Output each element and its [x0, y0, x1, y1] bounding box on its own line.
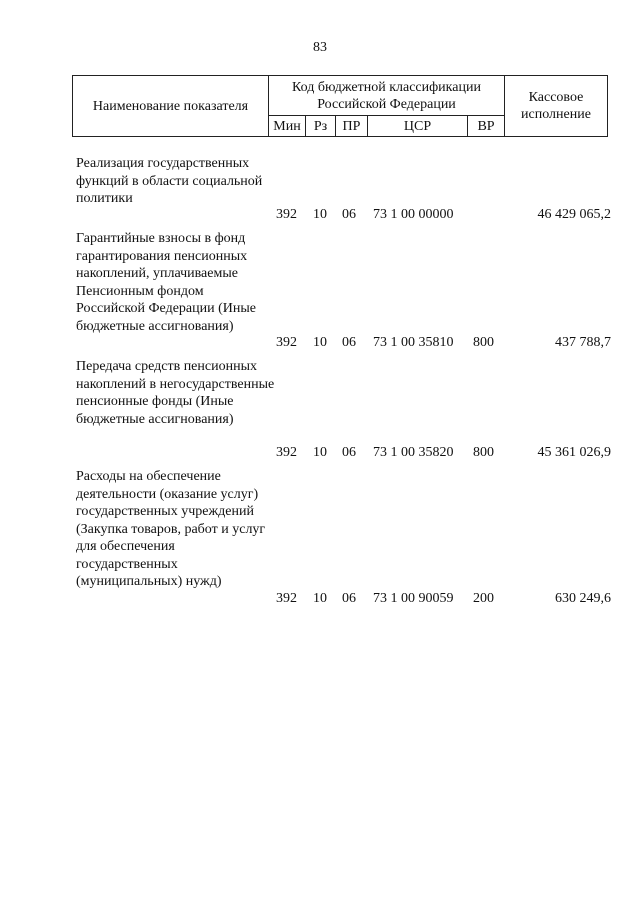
- row-vr: 200: [473, 591, 494, 606]
- row-rz: 10: [313, 335, 327, 350]
- row-name: Реализация государственных функций в области социальной политики: [76, 156, 263, 206]
- row-amount: 46 429 065,2: [537, 207, 611, 222]
- page-number: 83: [313, 40, 327, 55]
- header-vr: ВР: [467, 116, 504, 136]
- row-vr: 800: [473, 335, 494, 350]
- row-min: 392: [276, 335, 297, 350]
- header-pr: ПР: [335, 116, 367, 136]
- row-amount: 630 249,6: [555, 591, 611, 606]
- header-csr: ЦСР: [367, 116, 467, 136]
- row-csr: 73 1 00 35810: [373, 335, 454, 350]
- row-rz: 10: [313, 207, 327, 222]
- row-amount: 45 361 026,9: [537, 445, 611, 460]
- row-pr: 06: [342, 335, 356, 350]
- row-name: Передача средств пенсионных накоплений в негосударственные пенсионные фонды (Иные бюджетные ассигнования): [76, 359, 275, 427]
- table-header: [72, 75, 608, 137]
- header-rz: Рз: [305, 116, 335, 136]
- row-csr: 73 1 00 00000: [373, 207, 454, 222]
- header-min: Мин: [268, 116, 305, 136]
- row-amount: 437 788,7: [555, 335, 611, 350]
- row-pr: 06: [342, 591, 356, 606]
- row-rz: 10: [313, 445, 327, 460]
- row-rz: 10: [313, 591, 327, 606]
- row-min: 392: [276, 591, 297, 606]
- row-min: 392: [276, 207, 297, 222]
- row-name: Гарантийные взносы в фонд гарантирования пенсионных накоплений, уплачиваемые Пенсионным фондом Российской Федерации (Иные бюджетные ассигнования): [76, 231, 256, 334]
- row-min: 392: [276, 445, 297, 460]
- row-vr: 800: [473, 445, 494, 460]
- row-csr: 73 1 00 35820: [373, 445, 454, 460]
- header-code-group: Код бюджетной классификации Российской Федерации: [268, 76, 504, 116]
- header-amount: Кассовое исполнение: [504, 76, 607, 136]
- row-name: Расходы на обеспечение деятельности (оказание услуг) государственных учреждений (Закупка товаров, работ и услуг для обеспечения государственных (муниципальных) нужд): [76, 469, 266, 589]
- row-csr: 73 1 00 90059: [373, 591, 454, 606]
- row-pr: 06: [342, 207, 356, 222]
- row-pr: 06: [342, 445, 356, 460]
- header-name: Наименование показателя: [92, 98, 249, 114]
